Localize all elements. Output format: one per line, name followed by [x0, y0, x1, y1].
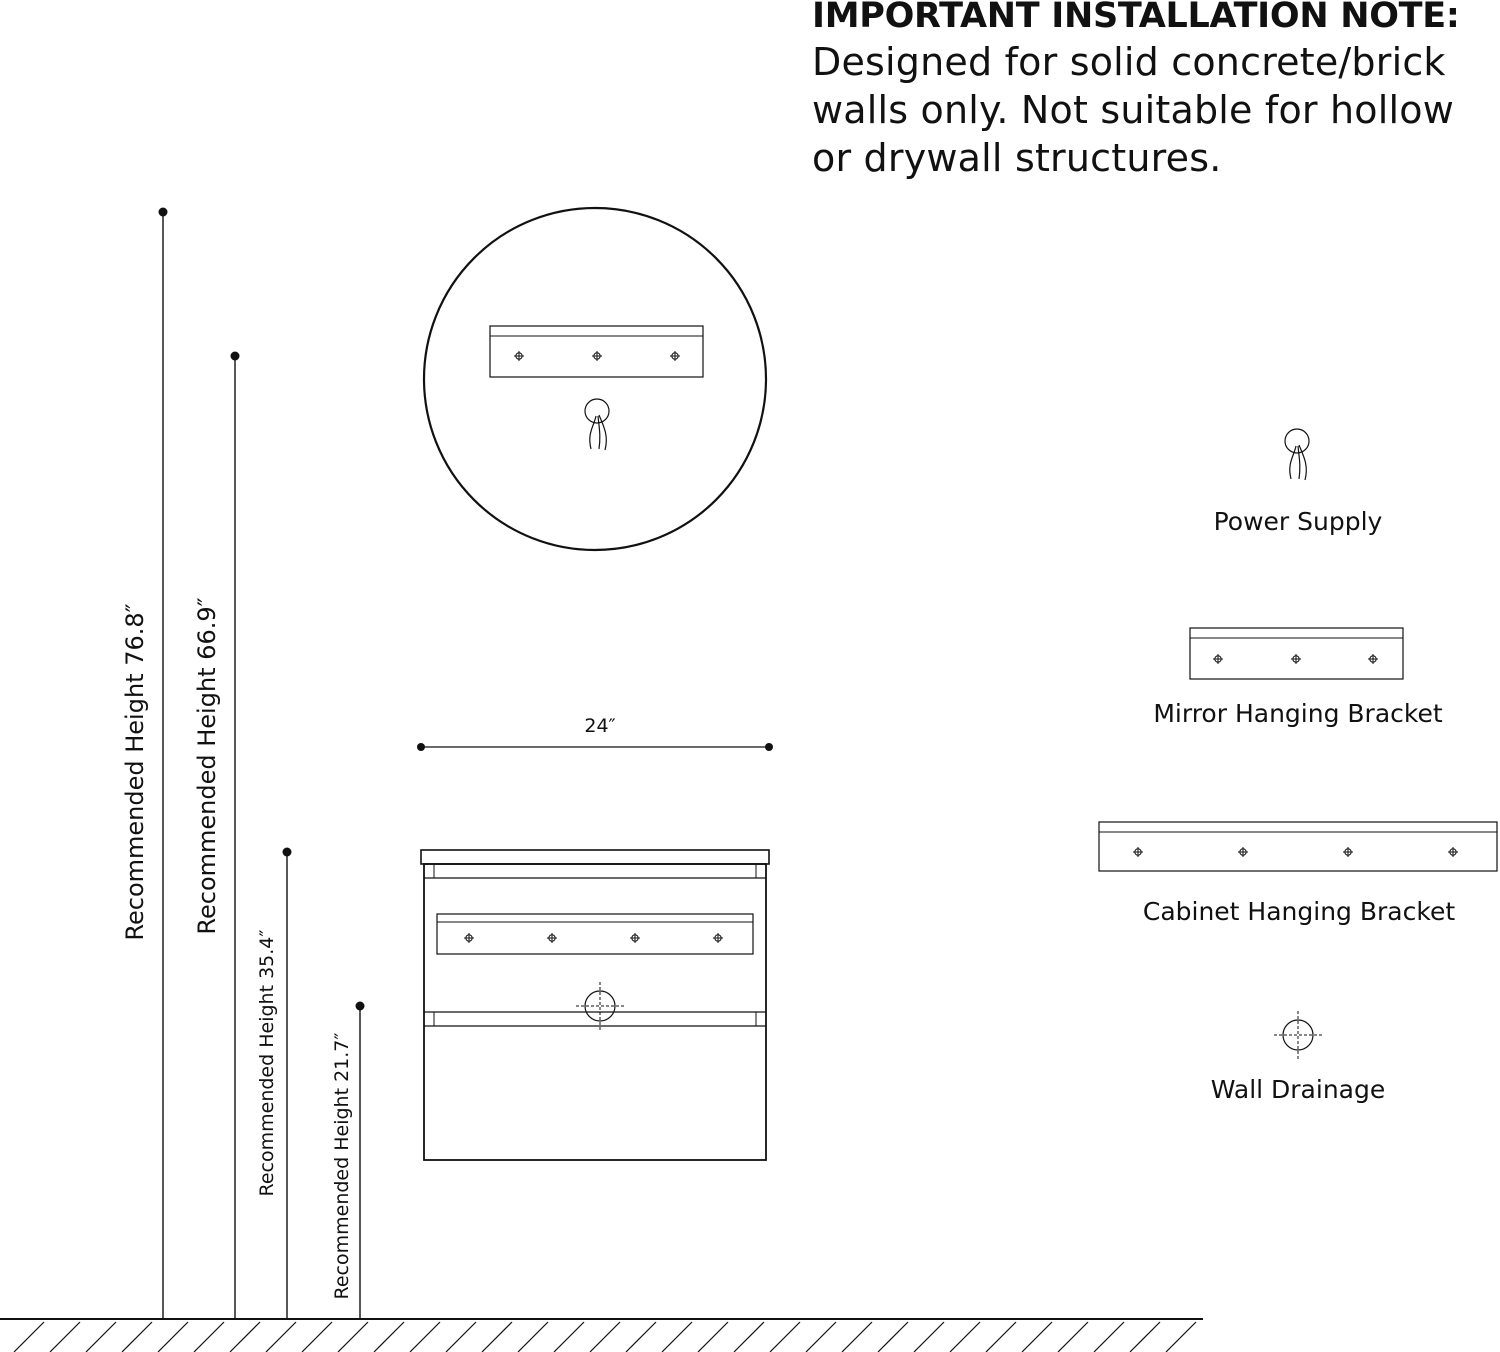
width-dimension [417, 715, 773, 751]
installation-note-title: IMPORTANT INSTALLATION NOTE: [812, 0, 1460, 36]
installation-note-line: Designed for solid concrete/brick [812, 40, 1446, 84]
legend-power-supply [1214, 429, 1383, 536]
wall-drainage-icon [1274, 1011, 1322, 1059]
vanity-cabinet [421, 850, 769, 1160]
floor-hatching [14, 1322, 1196, 1352]
legend-wall-drainage [1211, 1011, 1386, 1104]
height-marker-35-4 [256, 848, 292, 1320]
height-marker-76-8 [121, 208, 168, 1320]
floor [0, 1319, 1203, 1352]
height-label-66-9: Recommended Height 66.9″ [193, 597, 221, 935]
power-supply-icon [1285, 429, 1309, 480]
legend-cabinet-bracket [1099, 822, 1497, 926]
height-label-21-7: Recommended Height 21.7″ [331, 1032, 353, 1300]
cabinet-bracket-on-cabinet [437, 914, 753, 954]
wall-drainage-on-cabinet [576, 982, 624, 1030]
mirror-bracket-icon [1190, 628, 1403, 679]
power-supply-on-mirror [585, 399, 609, 450]
installation-note-line: walls only. Not suitable for hollow [812, 88, 1454, 132]
installation-note-line: or drywall structures. [812, 136, 1222, 180]
cabinet-bracket-icon [1099, 822, 1497, 871]
mirror-bracket-on-mirror [490, 326, 703, 377]
legend-wall-drainage-label: Wall Drainage [1210, 1075, 1386, 1104]
height-marker-21-7 [331, 1002, 365, 1320]
width-label: 24″ [584, 715, 616, 737]
legend-power-supply-label: Power Supply [1213, 507, 1383, 536]
height-label-76-8: Recommended Height 76.8″ [121, 603, 149, 941]
height-label-35-4: Recommended Height 35.4″ [256, 929, 278, 1197]
legend-mirror-bracket-label: Mirror Hanging Bracket [1153, 699, 1443, 728]
legend-cabinet-bracket-label: Cabinet Hanging Bracket [1142, 897, 1456, 926]
round-mirror [424, 208, 766, 550]
height-marker-66-9 [193, 352, 240, 1320]
legend-mirror-bracket [1153, 628, 1443, 728]
